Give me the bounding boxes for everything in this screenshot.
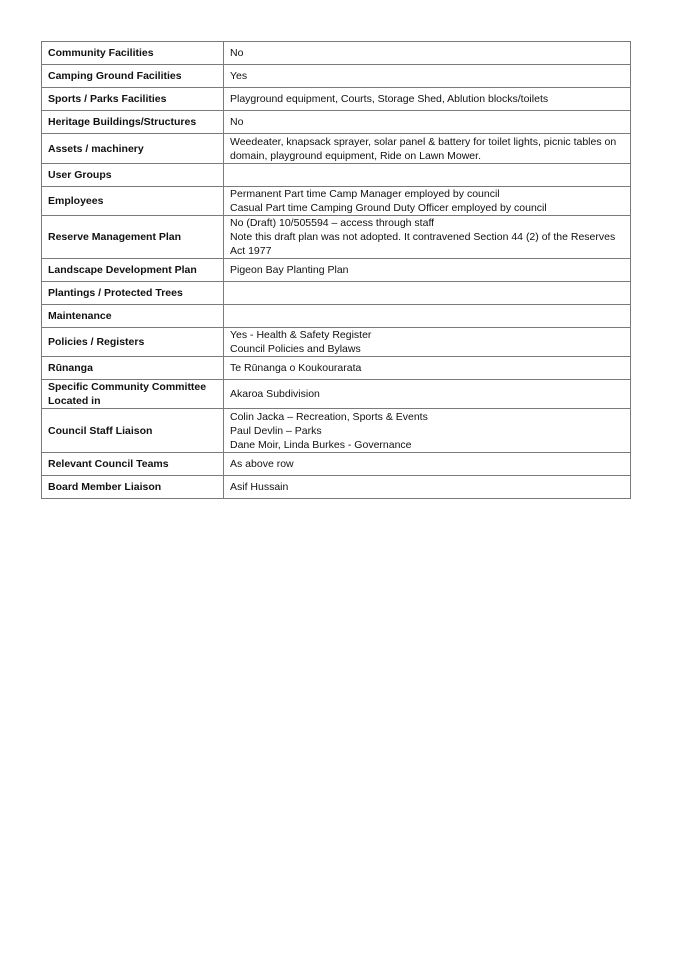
row-label: Rūnanga	[42, 357, 224, 380]
value-line: Te Rūnanga o Koukourarata	[230, 362, 362, 374]
table-row	[42, 42, 631, 65]
row-label: Heritage Buildings/Structures	[42, 111, 224, 134]
row-label: Reserve Management Plan	[42, 216, 224, 259]
value-line: Yes - Health & Safety Register	[230, 329, 372, 341]
value-line: No	[230, 116, 244, 128]
table-row	[42, 357, 631, 380]
row-value	[224, 305, 631, 328]
table-row	[42, 476, 631, 499]
row-label: Plantings / Protected Trees	[42, 282, 224, 305]
row-value	[224, 164, 631, 187]
reserve-info-table	[41, 41, 631, 499]
table-row	[42, 453, 631, 476]
row-value	[224, 187, 631, 216]
row-value	[224, 328, 631, 357]
value-line: No	[230, 47, 244, 59]
row-label: Landscape Development Plan	[42, 259, 224, 282]
row-label: Council Staff Liaison	[42, 409, 224, 453]
value-line: Casual Part time Camping Ground Duty Officer employed by council	[230, 202, 547, 214]
row-value	[224, 216, 631, 259]
value-line: Weedeater, knapsack sprayer, solar panel & battery for toilet lights, picnic tables on	[230, 135, 617, 148]
table-row	[42, 111, 631, 134]
row-value	[224, 476, 631, 499]
table-row	[42, 187, 631, 216]
row-value	[224, 42, 631, 65]
row-label: Relevant Council Teams	[42, 453, 224, 476]
row-label: Community Facilities	[42, 42, 224, 65]
table-row	[42, 409, 631, 453]
row-value	[224, 357, 631, 380]
row-value	[224, 409, 631, 453]
value-line: Pigeon Bay Planting Plan	[230, 264, 349, 276]
value-line: Act 1977	[230, 245, 272, 257]
value-line: Council Policies and Bylaws	[230, 343, 361, 355]
table-row	[42, 282, 631, 305]
table-row	[42, 380, 631, 409]
row-label: Camping Ground Facilities	[42, 65, 224, 88]
value-line: Dane Moir, Linda Burkes - Governance	[230, 438, 412, 451]
table-row	[42, 134, 631, 164]
value-line: Permanent Part time Camp Manager employed by council	[230, 188, 500, 200]
value-line: As above row	[230, 458, 294, 470]
row-value	[224, 453, 631, 476]
value-line: Akaroa Subdivision	[230, 388, 320, 400]
value-line: Playground equipment, Courts, Storage Shed, Ablution blocks/toilets	[230, 93, 549, 105]
row-label: Employees	[42, 187, 224, 216]
row-label: Board Member Liaison	[42, 476, 224, 499]
table-row	[42, 164, 631, 187]
row-value	[224, 88, 631, 111]
row-value	[224, 282, 631, 305]
table-row	[42, 65, 631, 88]
table-row	[42, 216, 631, 259]
row-value	[224, 259, 631, 282]
value-line: No (Draft) 10/505594 – access through staff	[230, 217, 435, 229]
row-label: User Groups	[42, 164, 224, 187]
table-row	[42, 259, 631, 282]
value-line: Note this draft plan was not adopted. It contravened Section 44 (2) of the Reserves	[230, 231, 616, 243]
value-line: Colin Jacka – Recreation, Sports & Events	[230, 410, 428, 423]
row-label: Sports / Parks Facilities	[42, 88, 224, 111]
row-value	[224, 65, 631, 88]
table-row	[42, 328, 631, 357]
value-line: Paul Devlin – Parks	[230, 424, 322, 437]
row-label: Assets / machinery	[42, 134, 224, 164]
row-value	[224, 111, 631, 134]
row-label: Maintenance	[42, 305, 224, 328]
value-line: Asif Hussain	[230, 481, 289, 493]
table-row	[42, 305, 631, 328]
row-label: Policies / Registers	[42, 328, 224, 357]
row-value	[224, 134, 631, 164]
value-line: domain, playground equipment, Ride on Lawn Mower.	[230, 149, 481, 162]
row-value	[224, 380, 631, 409]
table-row	[42, 88, 631, 111]
value-line: Yes	[230, 70, 248, 82]
row-label: Specific Community Committee Located in	[42, 380, 224, 409]
